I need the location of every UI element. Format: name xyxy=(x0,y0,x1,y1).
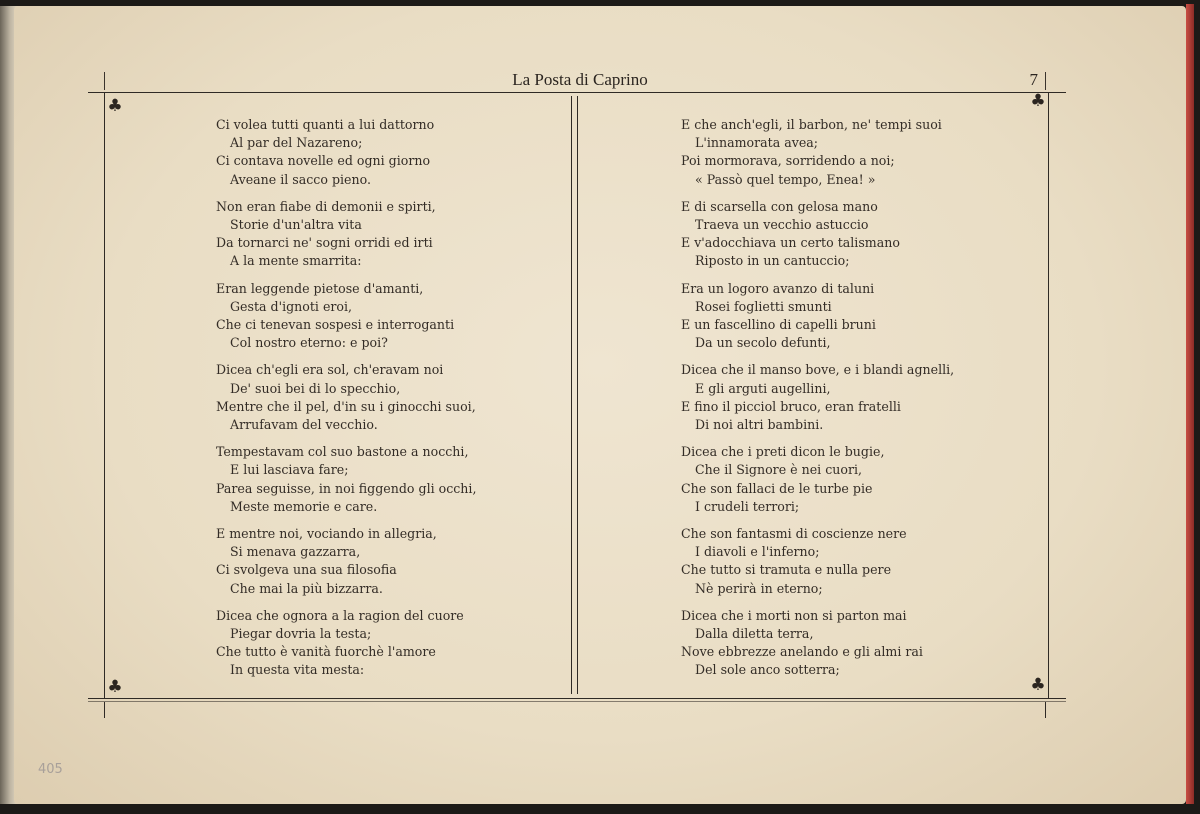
verse-line: Che son fallaci de le turbe pie xyxy=(681,480,873,496)
verse-line: Ci svolgeva una sua filosofia xyxy=(216,562,397,578)
bottom-rule-double xyxy=(88,701,1066,702)
verse-line: E che anch'egli, il barbon, ne' tempi suoi xyxy=(681,117,942,132)
verse-line: E di scarsella con gelosa mano xyxy=(681,198,878,214)
page-number: 7 xyxy=(1029,70,1038,89)
poem-column-right xyxy=(681,116,954,689)
verse-line: Che tutto si tramuta e nulla pere xyxy=(681,562,892,578)
verse-line: Dicea che il manso bove, e i blandi agnelli, xyxy=(681,362,955,378)
verse-line: Ci contava novelle ed ogni giorno xyxy=(216,153,431,169)
verse-line: Col nostro eterno: e poi? xyxy=(230,335,388,351)
margin-pencil-note: 405 xyxy=(38,762,63,777)
verse-line: Da un secolo defunti, xyxy=(695,335,831,351)
verse-line: A la mente smarrita: xyxy=(230,253,362,269)
verse-line: Riposto in un cantuccio; xyxy=(695,253,850,269)
verse-line: Dicea che i morti non si parton mai xyxy=(681,607,907,623)
verse-line: Nè perirà in eterno; xyxy=(695,580,823,596)
stanza xyxy=(216,525,476,598)
bottom-tick-left xyxy=(104,702,105,718)
column-divider-right xyxy=(577,96,578,694)
verse-line: Non eran fiabe di demonii e spirti, xyxy=(216,198,436,214)
verse-line: E v'adocchiava un certo talismano xyxy=(681,235,900,251)
verse-line: Arrufavam del vecchio. xyxy=(230,417,378,433)
verse-line: Meste memorie e care. xyxy=(230,498,378,514)
verse-line: De' suoi bei di lo specchio, xyxy=(230,380,401,396)
verse-line: Dalla diletta terra, xyxy=(695,626,814,642)
verse-line: Rosei foglietti smunti xyxy=(695,298,832,314)
poem-column-left xyxy=(216,116,476,689)
verse-line: Parea seguisse, in noi figgendo gli occhi, xyxy=(216,480,477,496)
verse-line: Gesta d'ignoti eroi, xyxy=(230,298,353,314)
verse-line: Mentre che il pel, d'in su i ginocchi suoi, xyxy=(216,398,476,414)
verse-line: Eran leggende pietose d'amanti, xyxy=(216,280,424,296)
stanza xyxy=(216,116,476,189)
verse-line: Storie d'un'altra vita xyxy=(230,217,362,233)
column-divider-left xyxy=(571,96,572,694)
verse-line: Era un logoro avanzo di taluni xyxy=(681,280,875,296)
verse-line: E un fascellino di capelli bruni xyxy=(681,317,876,333)
stanza xyxy=(216,443,476,516)
bottom-rule xyxy=(88,698,1066,699)
running-title: La Posta di Caprino xyxy=(512,70,648,89)
verse-line: E gli arguti augellini, xyxy=(695,380,831,396)
verse-line: Piegar dovria la testa; xyxy=(230,626,372,642)
verse-line: E lui lasciava fare; xyxy=(230,462,349,478)
verse-line: Tempestavam col suo bastone a nocchi, xyxy=(216,444,469,460)
bottom-tick-right xyxy=(1045,702,1046,718)
page-edge xyxy=(1186,4,1194,804)
verse-line: Dicea che i preti dicon le bugie, xyxy=(681,444,885,460)
club-ornament-icon: ♣ xyxy=(1030,91,1046,111)
club-ornament-icon: ♣ xyxy=(107,677,123,697)
verse-line: In questa vita mesta: xyxy=(230,662,365,678)
stanza xyxy=(216,280,476,353)
verse-line: Nove ebbrezze anelando e gli almi rai xyxy=(681,644,923,660)
verse-line: Da tornarci ne' sogni orridi ed irti xyxy=(216,235,433,251)
stanza xyxy=(681,280,954,353)
club-ornament-icon: ♣ xyxy=(107,96,123,116)
verse-line: Che ci tenevan sospesi e interroganti xyxy=(216,317,455,333)
book-page xyxy=(14,6,1186,804)
verse-line: E fino il picciol bruco, eran fratelli xyxy=(681,398,901,414)
verse-line: Dicea ch'egli era sol, ch'eravam noi xyxy=(216,362,444,378)
verse-line: Dicea che ognora a la ragion del cuore xyxy=(216,607,464,623)
stanza xyxy=(681,198,954,271)
verse-line: Di noi altri bambini. xyxy=(695,417,824,433)
verse-line: Che mai la più bizzarra. xyxy=(230,580,383,596)
frame-left-rule xyxy=(104,92,105,698)
verse-line: « Passò quel tempo, Enea! » xyxy=(695,171,876,187)
frame-right-rule xyxy=(1048,92,1049,698)
verse-line: L'innamorata avea; xyxy=(695,135,819,151)
stanza xyxy=(681,607,954,680)
verse-line: Al par del Nazareno; xyxy=(230,135,363,151)
stanza xyxy=(216,198,476,271)
running-head xyxy=(90,70,1070,90)
verse-line: E mentre noi, vociando in allegria, xyxy=(216,526,437,542)
verse-line: Che son fantasmi di coscienze nere xyxy=(681,526,907,542)
verse-line: Si menava gazzarra, xyxy=(230,544,361,560)
stanza xyxy=(681,525,954,598)
verse-line: Traeva un vecchio astuccio xyxy=(695,217,869,233)
top-rule xyxy=(88,92,1066,93)
verse-line: Ci volea tutti quanti a lui dattorno xyxy=(216,117,435,132)
club-ornament-icon: ♣ xyxy=(1030,675,1046,695)
verse-line: Che il Signore è nei cuori, xyxy=(695,462,862,478)
stanza xyxy=(681,443,954,516)
stanza xyxy=(681,116,954,189)
verse-line: Aveane il sacco pieno. xyxy=(230,171,371,187)
stanza xyxy=(216,607,476,680)
verse-line: I diavoli e l'inferno; xyxy=(695,544,820,560)
verse-line: I crudeli terrori; xyxy=(695,498,800,514)
stanza xyxy=(681,361,954,434)
verse-line: Che tutto è vanità fuorchè l'amore xyxy=(216,644,436,660)
stanza xyxy=(216,361,476,434)
verse-line: Del sole anco sotterra; xyxy=(695,662,840,678)
verse-line: Poi mormorava, sorridendo a noi; xyxy=(681,153,895,169)
